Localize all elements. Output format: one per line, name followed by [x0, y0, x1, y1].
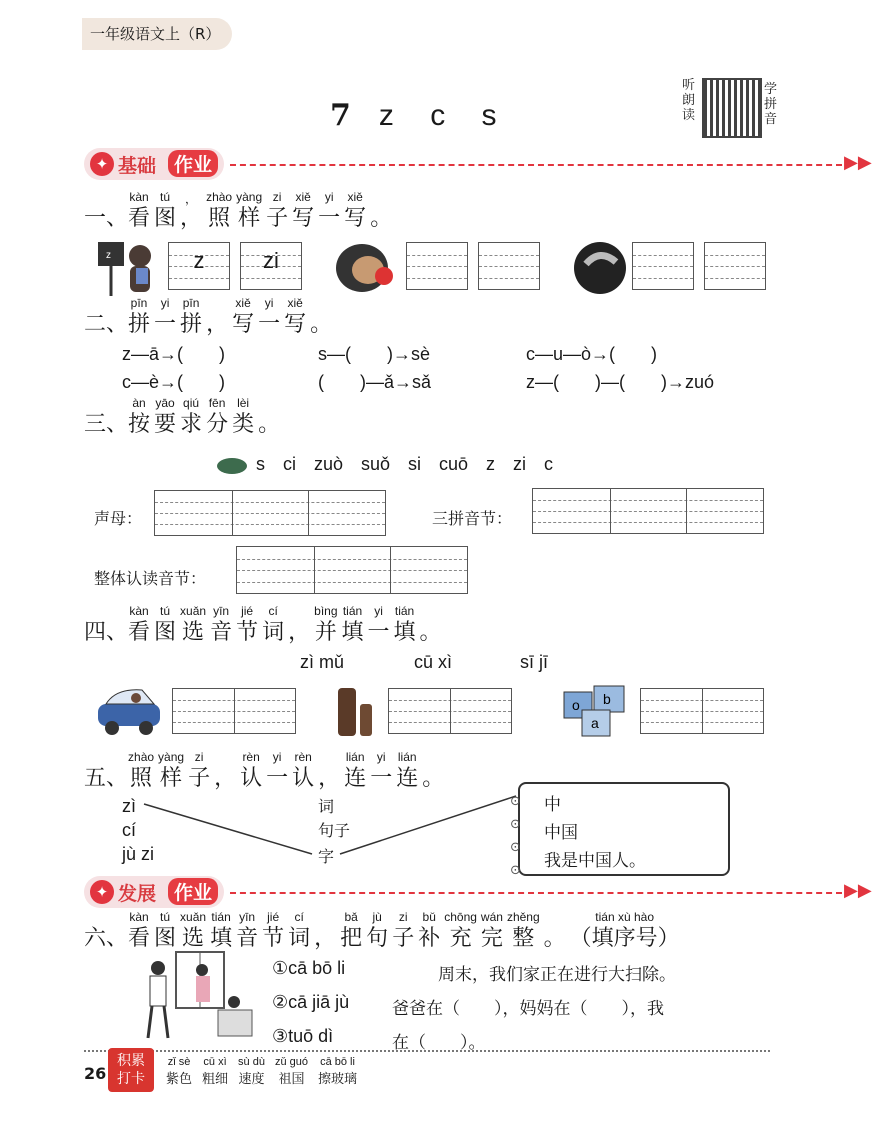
section-basic-tag: 作业: [168, 150, 218, 177]
pinyin: wán: [480, 910, 503, 924]
pinyin: pīn: [130, 296, 148, 310]
question-number: 六、: [84, 926, 129, 951]
tag-line-2: 打卡: [117, 1071, 145, 1087]
spelling-item[interactable]: s—( )→sè: [318, 344, 430, 364]
ruby-char: [392, 910, 414, 952]
pinyin: yīn: [213, 604, 230, 618]
page-number: 26: [84, 1064, 107, 1083]
question-number: 三、: [84, 412, 129, 437]
pinyin: zǔ guó: [274, 1056, 308, 1068]
lesson-number: 7: [330, 98, 351, 133]
answer-grid-sanpin[interactable]: [532, 488, 764, 534]
sentence-line[interactable]: 爸爸在（ ），妈妈在（ ），我: [392, 999, 664, 1019]
hanzi: 样: [238, 206, 261, 231]
ruby-char: [232, 396, 254, 438]
hanzi: 。: [419, 620, 442, 645]
hanzi: 。: [370, 206, 393, 231]
option-item[interactable]: ③tuō dì: [272, 1026, 334, 1046]
ruby-char: [507, 910, 540, 952]
pinyin: bǔ: [422, 910, 436, 924]
ruby-char: [340, 910, 362, 952]
question-1: [84, 190, 396, 232]
logs-image: [334, 686, 378, 738]
pinyin: zhào: [206, 190, 233, 204]
ruby-char: [206, 190, 232, 232]
lightbulb-icon: ✦: [90, 152, 114, 176]
ruby-char: [180, 910, 206, 952]
hanzi: 句: [366, 926, 389, 951]
book-grade-tag: 一年级语文上（R）: [82, 18, 232, 50]
pinyin: yi: [374, 604, 383, 618]
hanzi: ，: [318, 766, 341, 791]
pinyin: zi: [398, 910, 408, 924]
ruby-char: [314, 910, 336, 952]
ruby-char: [342, 604, 364, 646]
footer-word-list: [166, 1056, 367, 1087]
hanzi: 类: [232, 412, 255, 437]
footer-word: [202, 1056, 228, 1087]
example-letter: z: [193, 247, 205, 273]
lesson-title: [330, 98, 511, 133]
hanzi: 擦玻璃: [317, 1072, 357, 1087]
match-mid-item[interactable]: 句子: [318, 821, 351, 840]
hanzi: 分: [206, 412, 229, 437]
pinyin: zhěng: [506, 910, 540, 924]
ruby-char: [206, 296, 228, 338]
shengmu-label: 声母：: [94, 509, 143, 528]
ruby-char: [292, 190, 314, 232]
hanzi: 节: [236, 620, 259, 645]
answer-grid[interactable]: [388, 688, 512, 734]
ruby-char: [128, 750, 154, 792]
pinyin: rèn: [294, 750, 312, 764]
ruby-char: [344, 750, 366, 792]
pinyin: bìng: [314, 604, 338, 618]
match-left-item[interactable]: jù zi: [122, 844, 155, 864]
pinyin: xiě: [295, 190, 311, 204]
hanzi: 子: [188, 766, 211, 791]
hanzi: 认: [240, 766, 263, 791]
ruby-char: [344, 190, 366, 232]
hanzi: 图: [154, 206, 177, 231]
pinyin: kàn: [129, 910, 149, 924]
pinyin: cū xì: [203, 1056, 227, 1068]
syllable-list: s ci zuò suǒ si cuō z zi c: [256, 454, 554, 474]
pinyin: jié: [267, 910, 280, 924]
hanzi: 看: [128, 620, 151, 645]
match-mid-item[interactable]: 字: [318, 847, 335, 866]
footer-word: [275, 1056, 308, 1087]
ruby-char: [420, 604, 442, 646]
svg-text:z: z: [106, 250, 111, 261]
ruby-char: [418, 910, 440, 952]
ruby-char: [154, 910, 176, 952]
ruby-char: [128, 396, 150, 438]
pinyin: tián: [394, 604, 415, 618]
hanzi: 子: [266, 206, 289, 231]
qr-right-text: 学拼音: [764, 82, 778, 127]
ruby-char: [188, 750, 210, 792]
word-option: sī jī: [520, 652, 549, 672]
footer-word: [166, 1056, 192, 1087]
writing-grid[interactable]: [632, 242, 694, 290]
writing-grid[interactable]: [478, 242, 540, 290]
question-number: 一、: [84, 206, 129, 231]
pinyin: fēn: [208, 396, 226, 410]
pinyin: bǎ: [344, 910, 358, 924]
ruby-char: [266, 190, 288, 232]
pinyin: qiú: [183, 396, 200, 410]
hanzi: ，: [288, 620, 311, 645]
hanzi: 选: [182, 620, 205, 645]
writing-grid[interactable]: [240, 242, 302, 290]
hanzi: 一: [258, 312, 281, 337]
ruby-char: [396, 750, 418, 792]
ruby-char: [154, 296, 176, 338]
hanzi: 拼: [128, 312, 151, 337]
ruby-char: [262, 910, 284, 952]
hanzi: 。: [422, 766, 445, 791]
ruby-char: [210, 910, 232, 952]
ruby-char: [240, 750, 262, 792]
pinyin: tú: [160, 190, 171, 204]
ruby-char: [288, 604, 310, 646]
pinyin: yàng: [158, 750, 185, 764]
hanzi: 并: [314, 620, 337, 645]
question-number: 五、: [84, 766, 129, 791]
pinyin: xiě: [287, 296, 303, 310]
qr-left-text: 听朗读: [682, 78, 696, 123]
hanzi: 一: [318, 206, 341, 231]
question-2: [84, 296, 336, 338]
section-dev-tag: 作业: [168, 878, 218, 905]
hanzi: 节: [262, 926, 285, 951]
spelling-item[interactable]: c—è→( ): [122, 372, 225, 392]
ruby-char: [180, 396, 202, 438]
pinyin: sù dù: [238, 1056, 265, 1068]
match-mid-item[interactable]: 词: [318, 797, 335, 816]
lightbulb-icon: ✦: [90, 880, 114, 904]
sentence-line[interactable]: 在（ ）。: [392, 1033, 486, 1053]
ruby-char: [544, 910, 566, 952]
question-5: [84, 750, 448, 792]
spelling-item[interactable]: c—u—ò→( ): [526, 344, 658, 364]
ruby-char: [128, 910, 150, 952]
pinyin: jié: [241, 604, 254, 618]
hanzi: 照: [208, 206, 231, 231]
pinyin: xuǎn: [180, 604, 207, 618]
ruby-char: [262, 604, 284, 646]
pinyin: yīn: [239, 910, 256, 924]
pinyin: tián: [211, 910, 231, 924]
writing-grid[interactable]: [168, 242, 230, 290]
svg-text:a: a: [591, 715, 599, 731]
example-letter: zi: [263, 247, 279, 273]
car-driver-image: [96, 684, 162, 736]
pinyin: kàn: [129, 604, 149, 618]
hanzi: ，: [314, 926, 337, 951]
pinyin: tián xù hào: [595, 910, 655, 924]
sentence-line: 周末，我们家正在进行大扫除。: [438, 965, 676, 985]
pinyin: chōng: [444, 910, 477, 924]
ruby-char: [206, 396, 228, 438]
ruby-char: [258, 396, 280, 438]
hanzi: 一: [367, 620, 390, 645]
ruby-char: [128, 604, 150, 646]
pinyin: rèn: [242, 750, 260, 764]
hanzi: 填: [210, 926, 233, 951]
ruby-char: [236, 910, 258, 952]
svg-text:b: b: [603, 691, 611, 707]
hanzi: 填: [393, 620, 416, 645]
hanzi: 。: [258, 412, 281, 437]
pinyin: tú: [160, 910, 171, 924]
ruby-char: [154, 396, 176, 438]
hanzi: 音: [236, 926, 259, 951]
hanzi: 整: [512, 926, 535, 951]
hanzi: 。: [543, 926, 566, 951]
double-arrow-icon: ▶▶: [844, 880, 872, 901]
spelling-item[interactable]: z—ā→( ): [122, 344, 225, 364]
hanzi: 填: [341, 620, 364, 645]
letter-cards-image: [562, 682, 630, 738]
section-basic-title: 基础: [118, 155, 157, 177]
hanzi: 。: [310, 312, 333, 337]
hanzi: 一: [370, 766, 393, 791]
hanzi: 子: [392, 926, 415, 951]
hanzi: ，: [180, 206, 203, 231]
divider: [230, 164, 842, 166]
pinyin: pīn: [182, 296, 200, 310]
pinyin: xiě: [235, 296, 251, 310]
pinyin: yi: [272, 750, 282, 764]
question-3: [84, 396, 284, 438]
section-basic-header: [84, 148, 872, 180]
hanzi: 按: [128, 412, 151, 437]
ruby-char: [422, 750, 444, 792]
hanzi: 写: [292, 206, 315, 231]
writing-grid[interactable]: [704, 242, 766, 290]
hanzi: 词: [288, 926, 311, 951]
hanzi: 一: [266, 766, 289, 791]
hanzi: 连: [344, 766, 367, 791]
hanzi: 选: [182, 926, 205, 951]
ruby-char: [180, 190, 202, 232]
ruby-char: [368, 604, 390, 646]
spelling-item[interactable]: ( )—ǎ→sǎ: [318, 372, 432, 392]
pinyin: lián: [345, 750, 365, 764]
divider: [230, 892, 842, 894]
ruby-char: [366, 910, 388, 952]
hanzi: ，: [206, 312, 229, 337]
pinyin: yàng: [236, 190, 263, 204]
hedgehog-image: [334, 236, 400, 296]
ruby-char: [370, 190, 392, 232]
ruby-char: [314, 604, 337, 646]
connector-lines: [140, 790, 540, 860]
pinyin: yi: [264, 296, 274, 310]
example-card: [510, 782, 730, 878]
daily-accumulation-tag: [108, 1048, 154, 1092]
hanzi: 图: [154, 926, 177, 951]
ruby-char: [154, 604, 176, 646]
pinyin: xuǎn: [180, 910, 207, 924]
word-option: cū xì: [414, 652, 453, 672]
ruby-char: [481, 910, 503, 952]
ruby-char: [236, 190, 262, 232]
hanzi: 粗细: [202, 1072, 229, 1087]
footer-word: [318, 1056, 357, 1087]
hanzi: 音: [210, 620, 233, 645]
pinyin: ，: [185, 192, 198, 206]
section-dev-title: 发展: [118, 883, 157, 905]
hanzi: 图: [154, 620, 177, 645]
pinyin: yāo: [155, 396, 175, 410]
fill-number-note: （填序号）: [569, 926, 680, 951]
pinyin: cí: [294, 910, 304, 924]
pinyin: jù: [372, 910, 382, 924]
hanzi: 求: [180, 412, 203, 437]
ruby-char: [154, 190, 176, 232]
pinyin: tián: [342, 604, 363, 618]
question-6: [84, 910, 684, 952]
ruby-char: [236, 604, 258, 646]
card-item[interactable]: 我是中国人。: [544, 851, 646, 871]
answer-grid[interactable]: [172, 688, 296, 734]
word-option: zì mǔ: [300, 652, 345, 672]
answer-grid-shengmu[interactable]: [154, 490, 386, 536]
note-ruby: [570, 910, 680, 952]
hanzi: 紫色: [166, 1072, 193, 1087]
hanzi: 要: [154, 412, 177, 437]
pinyin: zi: [194, 750, 204, 764]
hanzi: 照: [130, 766, 153, 791]
hanzi: 补: [418, 926, 441, 951]
hanzi: 词: [262, 620, 285, 645]
pinyin: zhào: [128, 750, 155, 764]
pinyin: zǐ sè: [167, 1056, 191, 1068]
qr-code-icon[interactable]: [702, 78, 762, 138]
match-left-item[interactable]: cí: [122, 820, 137, 840]
ruby-char: [210, 604, 232, 646]
cleaning-family-image: [122, 950, 262, 1044]
pinyin: yi: [324, 190, 334, 204]
binder-rings-icon: ⊙ ⊙ ⊙ ⊙: [510, 794, 521, 878]
ruby-char: [180, 296, 202, 338]
ruby-char: [444, 910, 477, 952]
ruby-char: [292, 750, 314, 792]
ruby-char: [284, 296, 306, 338]
ruby-char: [266, 750, 288, 792]
ruby-char: [310, 296, 332, 338]
hanzi: 一: [154, 312, 177, 337]
ruby-char: [370, 750, 392, 792]
ruby-char: [214, 750, 236, 792]
hanzi: ，: [214, 766, 237, 791]
spelling-item[interactable]: z—( )—( )→zuó: [526, 372, 714, 392]
hanzi: 写: [232, 312, 255, 337]
answer-grid-zhengti[interactable]: [236, 546, 468, 594]
ruby-char: [318, 190, 340, 232]
ruby-char: [128, 190, 150, 232]
lesson-phonemes: z c s: [378, 99, 511, 132]
hanzi: 写: [344, 206, 367, 231]
hanzi: 看: [128, 926, 151, 951]
hanzi: 把: [340, 926, 363, 951]
card-item[interactable]: 中国: [544, 823, 578, 843]
footer-word: [238, 1056, 265, 1087]
answer-grid[interactable]: [640, 688, 764, 734]
card-item[interactable]: 中: [544, 795, 561, 815]
ruby-char: [180, 604, 206, 646]
pinyin: xiě: [347, 190, 363, 204]
silkworm-leaf-image: [572, 238, 628, 296]
match-left-item[interactable]: zì: [122, 796, 137, 816]
question-number: 二、: [84, 312, 129, 337]
hanzi: 看: [128, 206, 151, 231]
zhengti-label: 整体认读音节：: [94, 569, 207, 588]
ruby-char: [258, 296, 280, 338]
ruby-char: [128, 296, 150, 338]
qr-area[interactable]: [672, 72, 782, 140]
hanzi: 认: [292, 766, 315, 791]
pinyin: àn: [132, 396, 146, 410]
hanzi: 样: [160, 766, 183, 791]
tag-line-1: 积累: [117, 1053, 145, 1069]
ruby-char: [288, 910, 310, 952]
ruby-char: [158, 750, 184, 792]
pinyin: lèi: [237, 396, 250, 410]
hanzi: 充: [449, 926, 472, 951]
hanzi: 祖国: [278, 1072, 305, 1087]
pinyin: yi: [376, 750, 386, 764]
ruby-char: [232, 296, 254, 338]
pinyin: zi: [272, 190, 282, 204]
option-item[interactable]: ②cā jiā jù: [272, 992, 350, 1012]
pinyin: cí: [268, 604, 278, 618]
hanzi: 完: [480, 926, 503, 951]
question-4: [84, 604, 446, 646]
pinyin: tú: [160, 604, 171, 618]
pinyin: yi: [160, 296, 170, 310]
double-arrow-icon: ▶▶: [844, 152, 872, 173]
pinyin: cā bō li: [320, 1056, 355, 1068]
section-dev-header: [84, 876, 872, 908]
hanzi: 拼: [180, 312, 203, 337]
pinyin: kàn: [129, 190, 149, 204]
hanzi: 写: [284, 312, 307, 337]
sanpin-label: 三拼音节：: [432, 509, 513, 528]
option-item[interactable]: ①cā bō li: [272, 958, 346, 978]
svg-text:o: o: [572, 697, 580, 713]
hanzi: 速度: [238, 1072, 265, 1087]
hanzi: 连: [396, 766, 419, 791]
writing-grid[interactable]: [406, 242, 468, 290]
bear-blackboard-image: [92, 238, 158, 298]
question-number: 四、: [84, 620, 129, 645]
bush-icon: [216, 454, 248, 474]
ruby-char: [318, 750, 340, 792]
ruby-char: [394, 604, 416, 646]
pinyin: lián: [397, 750, 417, 764]
footer-divider: [84, 1050, 770, 1052]
